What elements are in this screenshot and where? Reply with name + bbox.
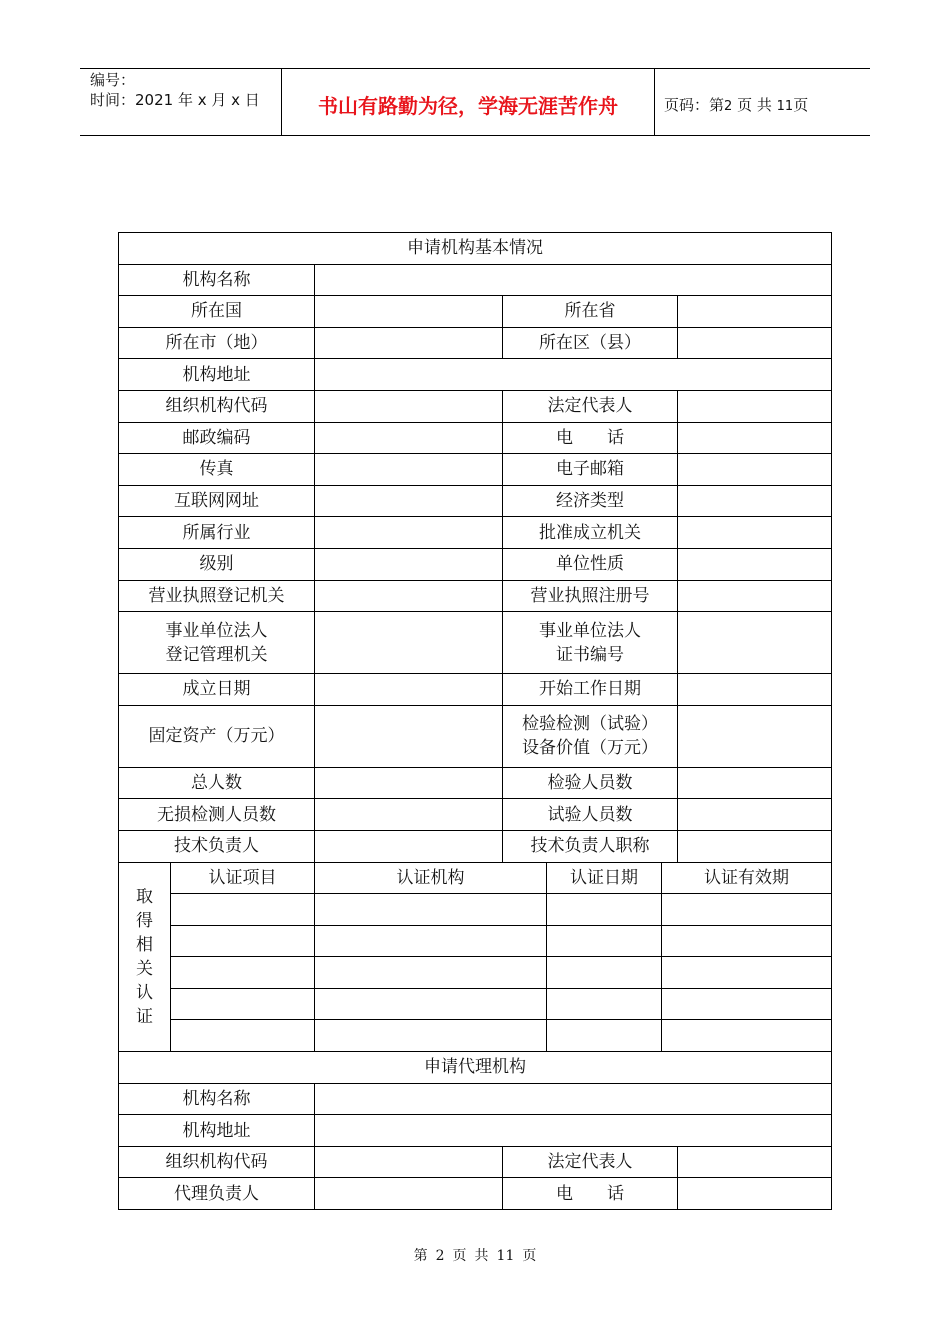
- label-ndt-staff: 无损检测人员数: [119, 799, 315, 831]
- header-page-info: [664, 94, 808, 115]
- label-total-staff: 总人数: [119, 767, 315, 799]
- cert-side-char: 证: [136, 1006, 153, 1027]
- cert-header-date: 认证日期: [547, 862, 662, 894]
- header-divider-right: [654, 68, 655, 136]
- field-agent-org-code[interactable]: [315, 1146, 503, 1178]
- cert-side-char: 关: [136, 958, 153, 979]
- field-tech-lead-title[interactable]: [678, 830, 832, 862]
- label-approval-authority: 批准成立机关: [503, 517, 678, 549]
- footer-word: 页: [452, 1248, 467, 1264]
- cert-cell-item[interactable]: [171, 957, 315, 989]
- header-meta: [90, 70, 260, 110]
- cert-cell-item[interactable]: [171, 988, 315, 1020]
- cert-cell-body[interactable]: [315, 957, 547, 989]
- label-level: 级别: [119, 548, 315, 580]
- cert-cell-item[interactable]: [171, 925, 315, 957]
- label-legal-rep: 法定代表人: [503, 390, 678, 422]
- cert-cell-item[interactable]: [171, 894, 315, 926]
- label-industry: 所属行业: [119, 517, 315, 549]
- field-test-staff[interactable]: [678, 799, 832, 831]
- label-agent-phone: 电 话: [503, 1178, 678, 1210]
- field-license-authority[interactable]: [315, 580, 503, 612]
- label-test-staff: 试验人员数: [503, 799, 678, 831]
- field-tech-lead[interactable]: [315, 830, 503, 862]
- field-inst-legal-cert[interactable]: [678, 612, 832, 674]
- cert-side-char: 得: [136, 910, 153, 931]
- header-page-suffix: 页: [793, 96, 809, 114]
- header-page-current: 2: [724, 99, 733, 114]
- header-page-total: 11: [776, 99, 794, 114]
- footer-current-page: 2: [435, 1248, 445, 1264]
- cert-cell-validity[interactable]: [662, 925, 832, 957]
- cert-side-char: 认: [136, 982, 153, 1003]
- application-form-table: [118, 232, 832, 1210]
- label-tech-lead: 技术负责人: [119, 830, 315, 862]
- label-website: 互联网网址: [119, 485, 315, 517]
- cert-row: [119, 1020, 832, 1052]
- cert-cell-body[interactable]: [315, 988, 547, 1020]
- label-license-authority: 营业执照登记机关: [119, 580, 315, 612]
- footer-word: 共: [474, 1248, 489, 1264]
- header-motto: 书山有路勤为径，学海无涯苦作舟: [318, 94, 618, 118]
- cert-side-label: [119, 862, 171, 1052]
- cert-cell-date[interactable]: [547, 957, 662, 989]
- field-work-start-date[interactable]: [678, 674, 832, 706]
- label-fixed-assets: 固定资产（万元）: [119, 705, 315, 767]
- label-work-start-date: 开始工作日期: [503, 674, 678, 706]
- field-approval-authority[interactable]: [678, 517, 832, 549]
- field-total-staff[interactable]: [315, 767, 503, 799]
- cert-cell-validity[interactable]: [662, 1020, 832, 1052]
- cert-header-validity: 认证有效期: [662, 862, 832, 894]
- field-fixed-assets[interactable]: [315, 705, 503, 767]
- field-email[interactable]: [678, 454, 832, 486]
- field-fax[interactable]: [315, 454, 503, 486]
- cert-cell-validity[interactable]: [662, 957, 832, 989]
- label-unit-nature: 单位性质: [503, 548, 678, 580]
- label-country: 所在国: [119, 296, 315, 328]
- cert-cell-validity[interactable]: [662, 894, 832, 926]
- section-title-applicant: 申请机构基本情况: [119, 233, 832, 265]
- label-tech-lead-title: 技术负责人职称: [503, 830, 678, 862]
- label-agent-org-name: 机构名称: [119, 1083, 315, 1115]
- section-title-agent: 申请代理机构: [119, 1052, 832, 1084]
- cert-header-body: 认证机构: [315, 862, 547, 894]
- field-org-code[interactable]: [315, 390, 503, 422]
- field-inst-legal-authority[interactable]: [315, 612, 503, 674]
- footer-total-pages: 11: [496, 1248, 515, 1264]
- label-inst-legal-authority-line2: 登记管理机关: [165, 644, 268, 665]
- label-inspection-staff: 检验人员数: [503, 767, 678, 799]
- header-bottom-rule: [80, 135, 870, 136]
- label-district: 所在区（县）: [503, 327, 678, 359]
- field-district[interactable]: [678, 327, 832, 359]
- label-address: 机构地址: [119, 359, 315, 391]
- field-country[interactable]: [315, 296, 503, 328]
- field-unit-nature[interactable]: [678, 548, 832, 580]
- label-province: 所在省: [503, 296, 678, 328]
- field-province[interactable]: [678, 296, 832, 328]
- field-legal-rep[interactable]: [678, 390, 832, 422]
- label-inst-legal-cert: [503, 612, 678, 674]
- label-fax: 传真: [119, 454, 315, 486]
- header-number: 编号：: [90, 71, 136, 89]
- header-top-rule: [80, 68, 870, 69]
- label-city: 所在市（地）: [119, 327, 315, 359]
- cert-row: [119, 988, 832, 1020]
- cert-row: [119, 925, 832, 957]
- cert-cell-date[interactable]: [547, 925, 662, 957]
- field-level[interactable]: [315, 548, 503, 580]
- label-economy-type: 经济类型: [503, 485, 678, 517]
- label-agent-address: 机构地址: [119, 1115, 315, 1147]
- label-agent-org-code: 组织机构代码: [119, 1146, 315, 1178]
- cert-cell-date[interactable]: [547, 894, 662, 926]
- header-page-mid: 页 共: [737, 96, 772, 114]
- field-agent-lead[interactable]: [315, 1178, 503, 1210]
- field-agent-org-name[interactable]: [315, 1083, 832, 1115]
- field-ndt-staff[interactable]: [315, 799, 503, 831]
- header-time: 时间：2021 年 x 月 x 日: [90, 91, 260, 109]
- field-address[interactable]: [315, 359, 832, 391]
- label-agent-legal-rep: 法定代表人: [503, 1146, 678, 1178]
- field-phone[interactable]: [678, 422, 832, 454]
- field-agent-legal-rep[interactable]: [678, 1146, 832, 1178]
- field-industry[interactable]: [315, 517, 503, 549]
- cert-side-char: 相: [136, 934, 153, 955]
- field-agent-address[interactable]: [315, 1115, 832, 1147]
- cert-row: [119, 894, 832, 926]
- label-established-date: 成立日期: [119, 674, 315, 706]
- label-org-name: 机构名称: [119, 264, 315, 296]
- cert-row: [119, 957, 832, 989]
- label-postcode: 邮政编码: [119, 422, 315, 454]
- field-license-number[interactable]: [678, 580, 832, 612]
- field-org-name[interactable]: [315, 264, 832, 296]
- footer-word: 页: [522, 1248, 537, 1264]
- cert-cell-date[interactable]: [547, 988, 662, 1020]
- field-city[interactable]: [315, 327, 503, 359]
- label-org-code: 组织机构代码: [119, 390, 315, 422]
- label-equipment-value-line2: 设备价值（万元）: [522, 738, 658, 759]
- footer-word: 第: [413, 1248, 428, 1264]
- cert-side-char: 取: [136, 886, 153, 907]
- label-inst-legal-cert-line1: 事业单位法人: [539, 620, 641, 641]
- cert-cell-item[interactable]: [171, 1020, 315, 1052]
- field-established-date[interactable]: [315, 674, 503, 706]
- label-equipment-value: [503, 705, 678, 767]
- field-equipment-value[interactable]: [678, 705, 832, 767]
- label-phone: 电 话: [503, 422, 678, 454]
- label-equipment-value-line1: 检验检测（试验）: [522, 714, 658, 735]
- label-inst-legal-cert-line2: 证书编号: [556, 644, 624, 665]
- label-agent-lead: 代理负责人: [119, 1178, 315, 1210]
- cert-cell-date[interactable]: [547, 1020, 662, 1052]
- field-postcode[interactable]: [315, 422, 503, 454]
- cert-cell-body[interactable]: [315, 894, 547, 926]
- field-agent-phone[interactable]: [678, 1178, 832, 1210]
- field-economy-type[interactable]: [678, 485, 832, 517]
- page-footer: [0, 1245, 950, 1265]
- field-inspection-staff[interactable]: [678, 767, 832, 799]
- cert-cell-body[interactable]: [315, 925, 547, 957]
- label-inst-legal-authority-line1: 事业单位法人: [165, 620, 268, 641]
- field-website[interactable]: [315, 485, 503, 517]
- cert-cell-body[interactable]: [315, 1020, 547, 1052]
- cert-cell-validity[interactable]: [662, 988, 832, 1020]
- cert-header-item: 认证项目: [171, 862, 315, 894]
- label-email: 电子邮箱: [503, 454, 678, 486]
- label-inst-legal-authority: [119, 612, 315, 674]
- header-page-prefix: 页码：第: [664, 96, 725, 114]
- label-license-number: 营业执照注册号: [503, 580, 678, 612]
